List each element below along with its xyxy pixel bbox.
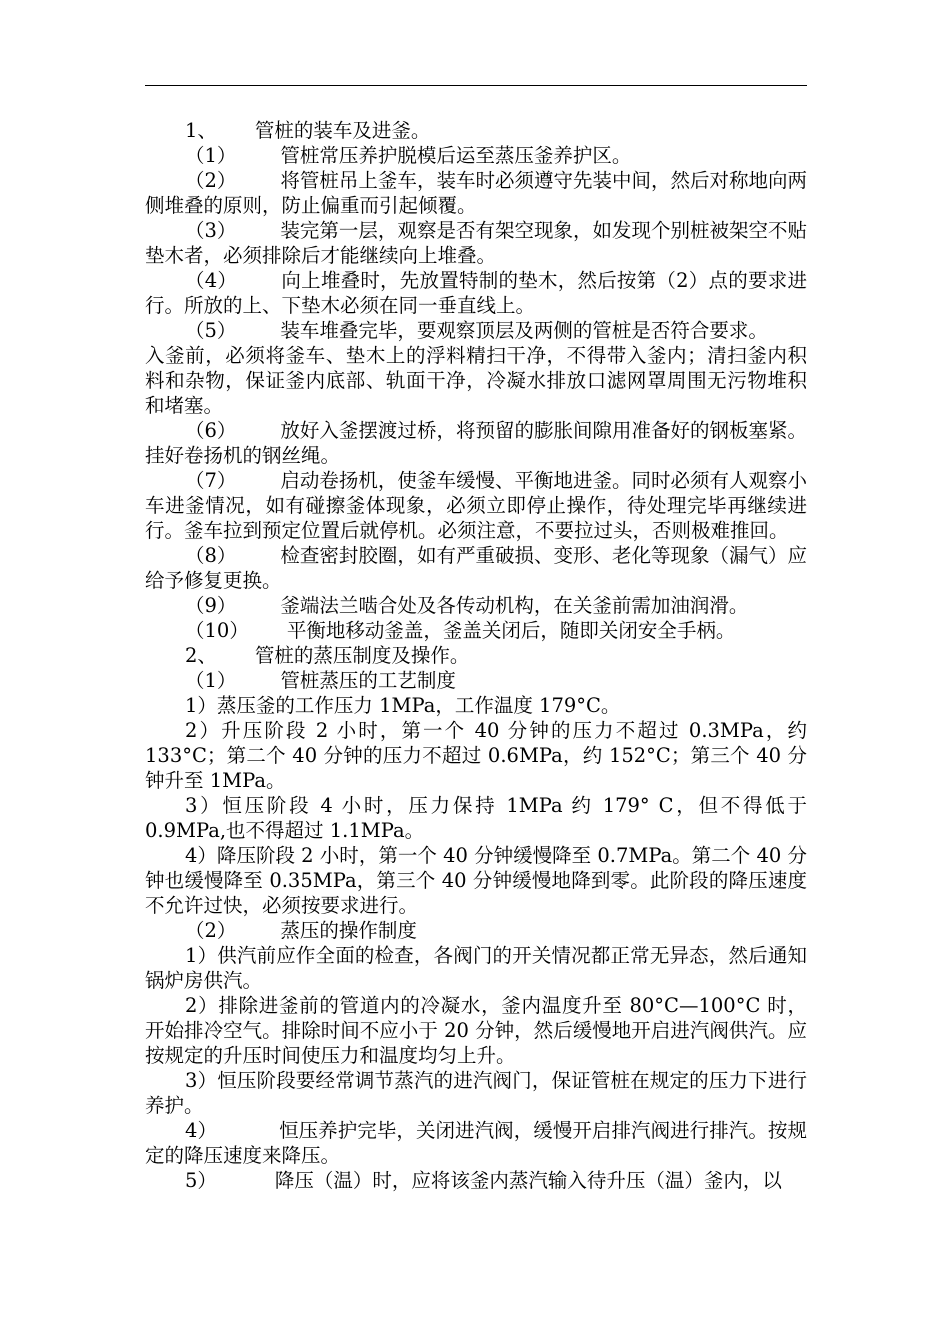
paragraph-2-2: （2） 蒸压的操作制度 bbox=[185, 919, 417, 942]
paragraph-2-1-1: 1）蒸压釜的工作压力 1MPa，工作温度 179°C。 bbox=[185, 694, 621, 717]
paragraph-2-2-3: 3）恒压阶段要经常调节蒸汽的进汽阀门，保证管桩在规定的压力下进行养护。 bbox=[145, 1069, 807, 1117]
header-rule bbox=[145, 85, 807, 86]
paragraph-1-3: （3） 装完第一层，观察是否有架空现象，如发现个别桩被架空不贴垫木者，必须排除后才能继续向上堆叠。 bbox=[145, 219, 807, 267]
paragraph-1-4: （4） 向上堆叠时，先放置特制的垫木，然后按第（2）点的要求进行。所放的上、下垫木必须在同一垂直线上。 bbox=[145, 269, 807, 317]
paragraph-2-2-4: 4） 恒压养护完毕，关闭进汽阀，缓慢开启排汽阀进行排汽。按规定的降压速度来降压。 bbox=[145, 1119, 807, 1167]
paragraph-1-9: （9） 釜端法兰啮合处及各传动机构，在关釜前需加油润滑。 bbox=[185, 594, 749, 617]
paragraph-1-7: （7） 启动卷扬机，使釜车缓慢、平衡地进釜。同时必须有人观察小车进釜情况，如有碰擦釜体现象，必须立即停止操作，待处理完毕再继续进行。釜车拉到预定位置后就停机。必须注意，不要拉过头，否则极难推回。 bbox=[145, 469, 807, 542]
paragraph-2-1: （1） 管桩蒸压的工艺制度 bbox=[185, 669, 456, 692]
paragraph-2-1-3: 3）恒压阶段 4 小时，压力保持 1MPa 约 179° C，但不得低于 0.9MPa,也不得超过 1.1MPa。 bbox=[145, 794, 807, 842]
paragraph-2-2-1: 1）供汽前应作全面的检查，各阀门的开关情况都正常无异态，然后通知锅炉房供汽。 bbox=[145, 944, 807, 992]
paragraph-2-1-2: 2）升压阶段 2 小时，第一个 40 分钟的压力不超过 0.3MPa，约 133°C；第二个 40 分钟的压力不超过 0.6MPa，约 152°C；第三个 40 分钟升至 1MPa。 bbox=[145, 719, 807, 792]
section-heading-1: 1、 管桩的装车及进釜。 bbox=[185, 119, 431, 142]
section-heading-2: 2、 管桩的蒸压制度及操作。 bbox=[185, 644, 470, 667]
document-body bbox=[145, 118, 807, 1193]
paragraph-1-5-cont: 入釜前，必须将釜车、垫木上的浮料精扫干净，不得带入釜内；清扫釜内积料和杂物，保证釜内底部、轨面干净，冷凝水排放口滤网罩周围无污物堆积和堵塞。 bbox=[145, 344, 807, 417]
paragraph-2-2-5: 5） 降压（温）时，应将该釜内蒸汽输入待升压（温）釜内，以 bbox=[185, 1169, 782, 1192]
paragraph-1-2: （2） 将管桩吊上釜车，装车时必须遵守先装中间，然后对称地向两侧堆叠的原则，防止偏重而引起倾覆。 bbox=[145, 169, 807, 217]
paragraph-1-6: （6） 放好入釜摆渡过桥，将预留的膨胀间隙用准备好的钢板塞紧。挂好卷扬机的钢丝绳。 bbox=[145, 419, 807, 467]
paragraph-2-1-4: 4）降压阶段 2 小时，第一个 40 分钟缓慢降至 0.7MPa。第二个 40 分钟也缓慢降至 0.35MPa，第三个 40 分钟缓慢地降到零。此阶段的降压速度不允许过快，必须按要求进行。 bbox=[145, 844, 807, 917]
paragraph-1-10: （10） 平衡地移动釜盖，釜盖关闭后，随即关闭安全手柄。 bbox=[185, 619, 736, 642]
paragraph-1-8: （8） 检查密封胶圈，如有严重破损、变形、老化等现象（漏气）应给予修复更换。 bbox=[145, 544, 807, 592]
paragraph-1-1: （1） 管桩常压养护脱模后运至蒸压釜养护区。 bbox=[185, 144, 632, 167]
paragraph-1-5: （5） 装车堆叠完毕，要观察顶层及两侧的管桩是否符合要求。 bbox=[185, 319, 768, 342]
paragraph-2-2-2: 2）排除进釜前的管道内的冷凝水，釜内温度升至 80°C—100°C 时，开始排冷空气。排除时间不应小于 20 分钟，然后缓慢地开启进汽阀供汽。应按规定的升压时间使压力和温度均匀上升。 bbox=[145, 994, 807, 1067]
